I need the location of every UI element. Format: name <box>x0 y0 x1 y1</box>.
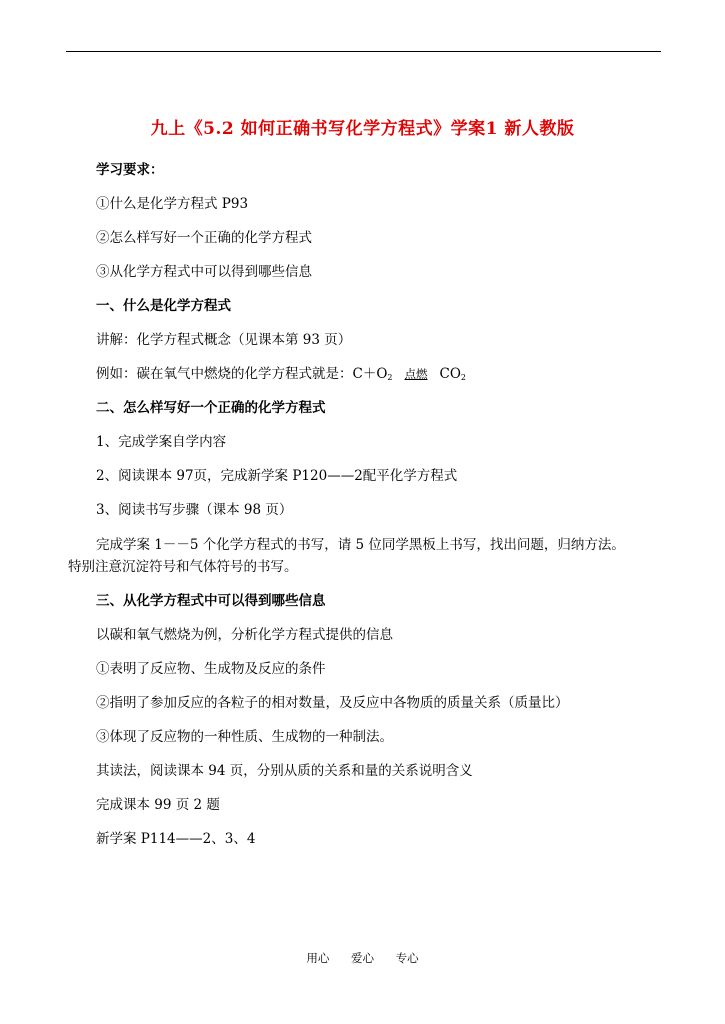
section3-exercise-1: 完成课本 99 页 2 题 <box>96 797 220 813</box>
section3-item-1: ①表明了反应物、生成物及反应的条件 <box>96 661 326 677</box>
example-subscript-2: 2 <box>460 373 466 382</box>
requirements-heading: 学习要求： <box>96 162 164 178</box>
document-title: 九上《5.2 如何正确书写化学方程式》学案1 新人教版 <box>150 119 575 139</box>
section3-reading: 其读法，阅读课本 94 页，分别从质的关系和量的关系说明含义 <box>96 763 473 779</box>
requirement-item-2: ②怎么样写好一个正确的化学方程式 <box>96 230 312 246</box>
section3-intro: 以碳和氧气燃烧为例，分析化学方程式提供的信息 <box>96 627 393 643</box>
footer-word-2: 爱心 <box>351 951 374 965</box>
reaction-product: CO <box>439 366 461 382</box>
section2-paragraph-line2: 特别注意沉淀符号和气体符号的书写。 <box>68 559 298 575</box>
section3-item-3: ③体现了反应物的一种性质、生成物的一种制法。 <box>96 729 393 745</box>
requirement-item-3: ③从化学方程式中可以得到哪些信息 <box>96 264 312 280</box>
page-footer <box>0 950 725 966</box>
header-rule <box>66 51 661 52</box>
example-text: 例如：碳在氧气中燃烧的化学方程式就是：C＋O <box>96 366 388 382</box>
section2-paragraph-line1: 完成学案 1－－5 个化学方程式的书写，请 5 位同学黑板上书写，找出问题，归纳方法。 <box>96 537 625 553</box>
footer-word-1: 用心 <box>306 951 330 965</box>
section1-heading: 一、什么是化学方程式 <box>96 298 231 314</box>
example-subscript-1: 2 <box>387 373 393 382</box>
reaction-condition: 点燃 <box>404 367 428 381</box>
section3-exercise-2: 新学案 P114——2、3、4 <box>96 831 256 847</box>
footer-word-3: 专心 <box>395 951 419 965</box>
section3-heading: 三、从化学方程式中可以得到哪些信息 <box>96 593 326 609</box>
section1-explain: 讲解：化学方程式概念（见课本第 93 页） <box>96 332 352 348</box>
section2-item-3: 3、阅读书写步骤（课本 98 页） <box>96 502 293 518</box>
section1-example <box>96 365 466 387</box>
section2-item-1: 1、完成学案自学内容 <box>96 434 227 450</box>
section2-item-2: 2、阅读课本 97页，完成新学案 P120——2配平化学方程式 <box>96 468 458 484</box>
section2-heading: 二、怎么样写好一个正确的化学方程式 <box>96 400 326 416</box>
requirement-item-1: ①什么是化学方程式 P93 <box>96 196 249 212</box>
section3-item-2: ②指明了参加反应的各粒子的相对数量，及反应中各物质的质量关系（质量比） <box>96 695 569 711</box>
